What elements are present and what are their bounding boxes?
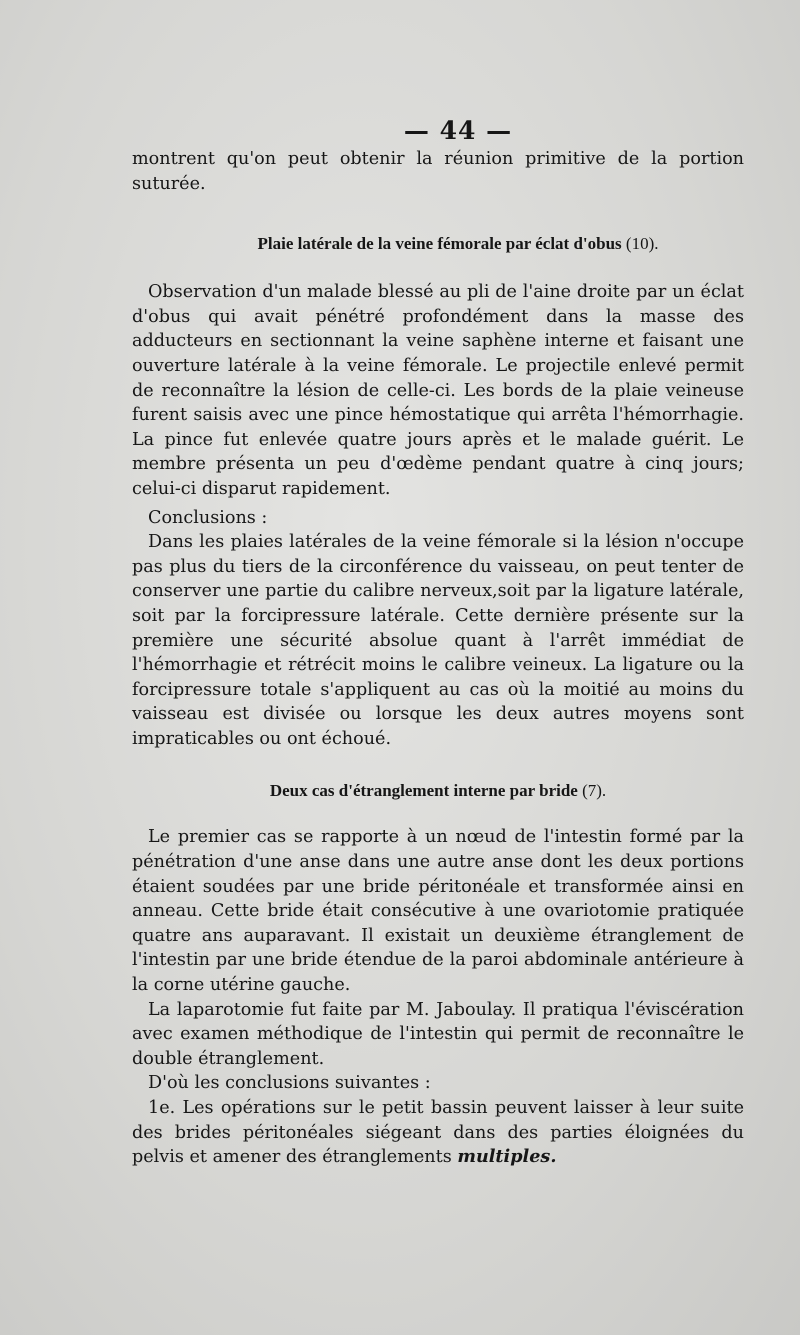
page-text	[132, 116, 744, 1170]
section-title: Deux cas d'étranglement interne par bride	[269, 781, 578, 801]
reference-number: (7).	[582, 781, 607, 801]
conclusions-paragraph: Dans les plaies latérales de la veine fémorale si la lésion n'occupe pas plus du tiers de la circonférence du vaisseau, on peut tenter de conserver une partie du calibre nerveux,soit par la ligature latérale, soit par la forcipressure latérale. Cette dernière présente sur la première une sécurité absolue quant à l'arrêt immédiat de l'hémorrhagie et rétrécit moins le calibre veineux. La ligature ou la forcipressure totale s'appliquent au cas où la moitié au moins du vaisseau est divisée ou lorsque les deux autres moyens sont impraticables ou ont échoué.	[132, 532, 744, 749]
section-title: Plaie latérale de la veine fémorale par éclat d'obus	[257, 234, 622, 254]
reference-number: (10).	[625, 234, 659, 254]
conclusions-intro: D'où les conclusions suivantes :	[148, 1073, 431, 1094]
emphasis-text: multiples.	[457, 1146, 557, 1168]
conclusions-label: Conclusions :	[148, 507, 268, 528]
section-heading-strangulation	[132, 781, 744, 801]
observation-paragraph: Observation d'un malade blessé au pli de l'aine droite par un éclat d'obus qui avait pénétré profondément dans la masse des adducteurs en sectionnant la veine saphène interne et faisant une ouverture latérale à la veine fémorale. Le projectile enlevé permit de reconnaître la lésion de celle-ci. Les bords de la plaie veineuse furent saisis avec une pince hémostatique qui arrêta l'hémorrhagie. La pince fut enlevée quatre jours après et le malade guérit. Le membre présenta un peu d'œdème pendant quatre à cinq jours; celui-ci disparut rapidement.	[132, 282, 744, 499]
page-number: — 44 —	[403, 116, 513, 145]
conclusion-item-1	[132, 1096, 744, 1170]
case-paragraph: Le premier cas se rapporte à un nœud de l'intestin formé par la pénétration d'une anse dans une autre anse dont les deux portions étaient soudées par une bride péritonéale et transformée ainsi en anneau. Cette bride était consécutive à une ovariotomie pratiquée quatre ans auparavant. Il existait un deuxième étranglement de l'intestin par une bride étendue de la paroi abdominale antérieure à la corne utérine gauche.	[132, 827, 744, 996]
conclusion-text: 1e. Les opérations sur le petit bassin peuvent laisser à leur suite des brides péritonéales siégeant dans des parties éloignées du pelvis et amener des étranglements	[132, 1098, 744, 1168]
laparotomy-paragraph: La laparotomie fut faite par M. Jaboulay. Il pratiqua l'éviscération avec examen méthodique de l'intestin qui permit de reconnaître le double étranglement.	[132, 999, 744, 1069]
section-heading-femoral-vein	[132, 234, 744, 254]
intro-paragraph: montrent qu'on peut obtenir la réunion primitive de la portion suturée.	[132, 149, 744, 194]
